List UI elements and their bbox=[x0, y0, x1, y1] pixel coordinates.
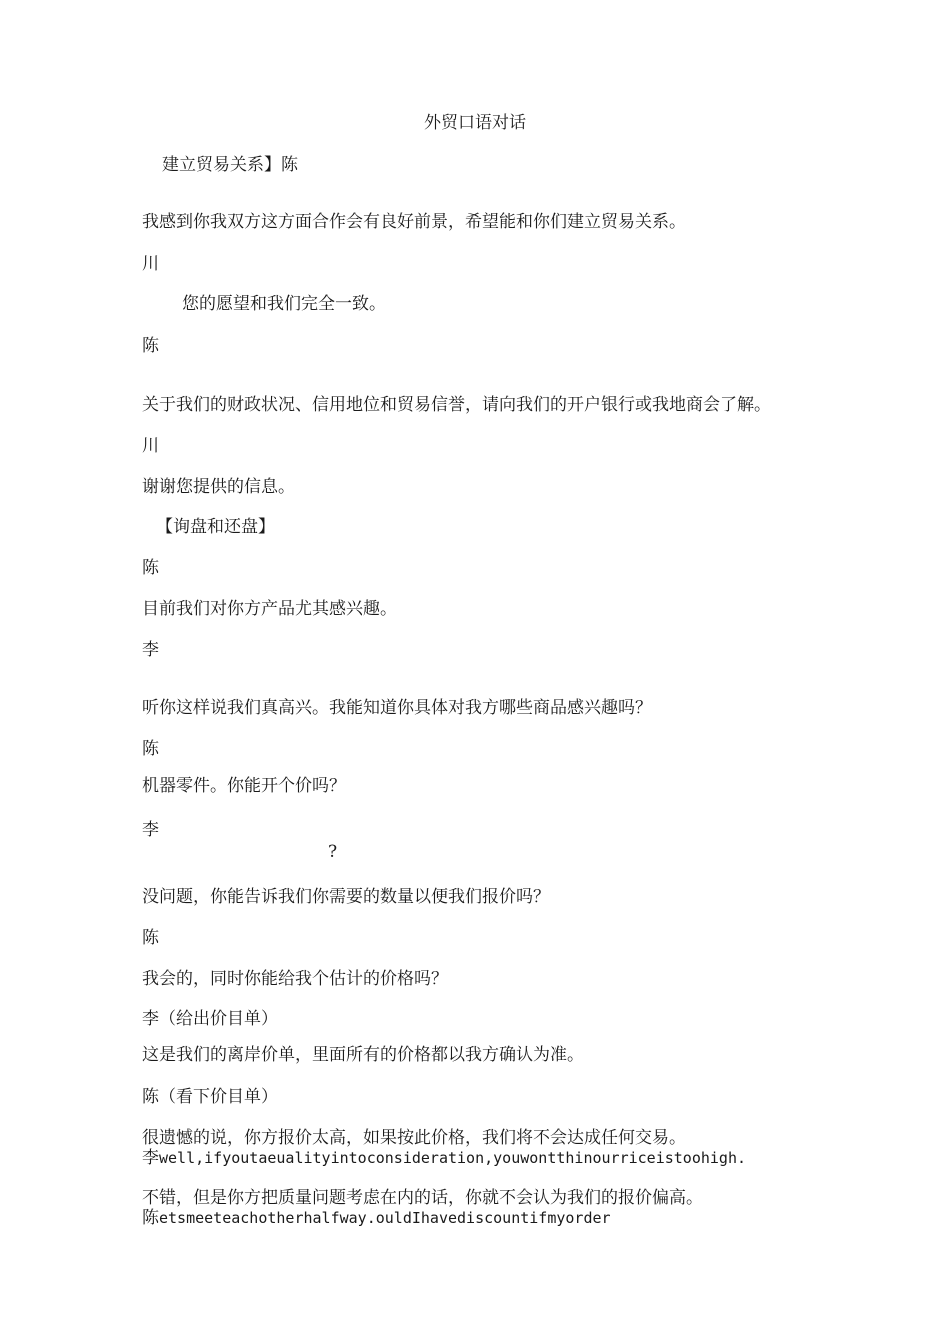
dialogue-line: 我会的，同时你能给我个估计的价格吗？ bbox=[142, 969, 448, 989]
speaker-label: 陈 bbox=[142, 336, 159, 356]
english-line bbox=[142, 1208, 611, 1228]
dialogue-line: 目前我们对你方产品尤其感兴趣。 bbox=[142, 599, 397, 619]
speaker-label: 陈 bbox=[142, 558, 159, 578]
dialogue-line: 没问题，你能告诉我们你需要的数量以便我们报价吗？ bbox=[142, 887, 550, 907]
speaker-label: 李（给出价目单） bbox=[142, 1009, 278, 1029]
speaker-label: 川 bbox=[142, 254, 159, 274]
speaker-label: 陈 bbox=[142, 928, 159, 948]
speaker-label: 李 bbox=[142, 820, 159, 840]
english-line bbox=[142, 1148, 746, 1168]
section-heading-trade-relations: 建立贸易关系】陈 bbox=[162, 155, 298, 175]
page-title: 外贸口语对话 bbox=[424, 113, 526, 133]
speaker-label: 李 bbox=[142, 640, 159, 660]
dialogue-line: 机器零件。你能开个价吗？ bbox=[142, 776, 346, 796]
speaker-label: 李 bbox=[142, 1148, 159, 1168]
english-text: well,ifyoutaeualityintoconsideration,youwontthinourriceistoohigh. bbox=[159, 1149, 746, 1167]
dialogue-line: 这是我们的离岸价单，里面所有的价格都以我方确认为准。 bbox=[142, 1045, 584, 1065]
speaker-label: 陈（看下价目单） bbox=[142, 1087, 278, 1107]
dialogue-line: 很遗憾的说，你方报价太高，如果按此价格，我们将不会达成任何交易。 bbox=[142, 1128, 686, 1148]
english-text: etsmeeteachotherhalfway.ouldIhavediscountifmyorder bbox=[159, 1209, 611, 1227]
dialogue-line: 听你这样说我们真高兴。我能知道你具体对我方哪些商品感兴趣吗？ bbox=[142, 698, 652, 718]
speaker-label: 川 bbox=[142, 436, 159, 456]
dialogue-line: 您的愿望和我们完全一致。 bbox=[182, 294, 386, 314]
dialogue-line: 不错，但是你方把质量问题考虑在内的话，你就不会认为我们的报价偏高。 bbox=[142, 1188, 703, 1208]
speaker-label: 陈 bbox=[142, 739, 159, 759]
section-heading-inquiry: 【询盘和还盘】 bbox=[156, 517, 275, 537]
dialogue-line: 谢谢您提供的信息。 bbox=[142, 477, 295, 497]
speaker-label: 陈 bbox=[142, 1208, 159, 1228]
dialogue-line: 关于我们的财政状况、信用地位和贸易信誉，请向我们的开户银行或我地商会了解。 bbox=[142, 395, 771, 415]
dialogue-line: 我感到你我双方这方面合作会有良好前景，希望能和你们建立贸易关系。 bbox=[142, 212, 686, 232]
stray-question-mark: ? bbox=[328, 842, 338, 862]
